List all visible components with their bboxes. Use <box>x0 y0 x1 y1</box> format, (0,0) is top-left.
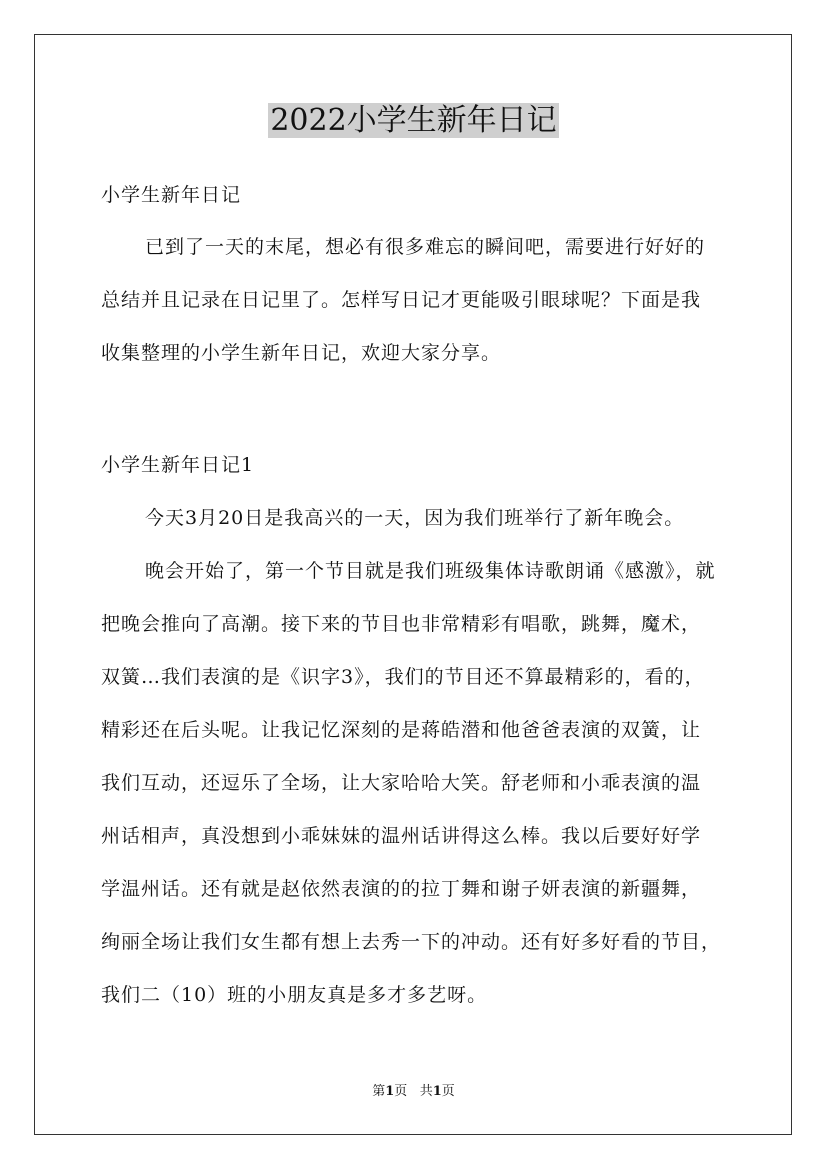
page-footer <box>0 1083 827 1101</box>
paragraph-line: 总结并且记录在日记里了。怎样写日记才更能吸引眼球呢？下面是我 <box>101 289 702 311</box>
paragraph-line: 我们互动，还逗乐了全场，让大家哈哈大笑。舒老师和小乖表演的温 <box>101 772 702 794</box>
paragraph-line: 双簧…我们表演的是《识字3》，我们的节目还不算最精彩的，看的， <box>101 666 705 688</box>
footer-total-number: 1 <box>432 1084 442 1099</box>
paragraph-line: 精彩还在后头呢。让我记忆深刻的是蒋皓潜和他爸爸表演的双簧，让 <box>101 719 702 741</box>
paragraph-line: 绚丽全场让我们女生都有想上去秀一下的冲动。还有好多好看的节目， <box>101 931 722 953</box>
paragraph-line: 州话相声，真没想到小乖妹妹的温州话讲得这么棒。我以后要好好学 <box>101 825 702 847</box>
diary-paragraph <box>101 492 741 1022</box>
paragraph-line: 已到了一天的末尾，想必有很多难忘的瞬间吧，需要进行好好的 <box>145 236 706 258</box>
document-title <box>0 100 827 142</box>
paragraph-line: 今天3月20日是我高兴的一天，因为我们班举行了新年晚会。 <box>145 507 685 529</box>
footer-page-suffix: 页 <box>394 1084 408 1099</box>
footer-total-suffix: 页 <box>441 1084 455 1099</box>
paragraph-line: 我们二（10）班的小朋友真是多才多艺呀。 <box>101 984 488 1006</box>
footer-total-prefix: 共 <box>419 1084 433 1099</box>
footer-page-prefix: 第 <box>372 1084 386 1099</box>
intro-paragraph <box>101 221 741 380</box>
paragraph-line: 学温州话。还有就是赵依然表演的的拉丁舞和谢子妍表演的新疆舞， <box>101 878 702 900</box>
paragraph-line: 晚会开始了，第一个节目就是我们班级集体诗歌朗诵《感激》，就 <box>145 560 716 582</box>
paragraph-line: 把晚会推向了高潮。接下来的节目也非常精彩有唱歌，跳舞，魔术， <box>101 613 702 635</box>
section-heading-intro: 小学生新年日记 <box>101 184 242 206</box>
footer-page-number: 1 <box>385 1084 395 1099</box>
document-title-text: 2022小学生新年日记 <box>270 103 557 138</box>
section-heading-diary-1: 小学生新年日记1 <box>101 454 255 476</box>
paragraph-line: 收集整理的小学生新年日记，欢迎大家分享。 <box>101 342 502 364</box>
